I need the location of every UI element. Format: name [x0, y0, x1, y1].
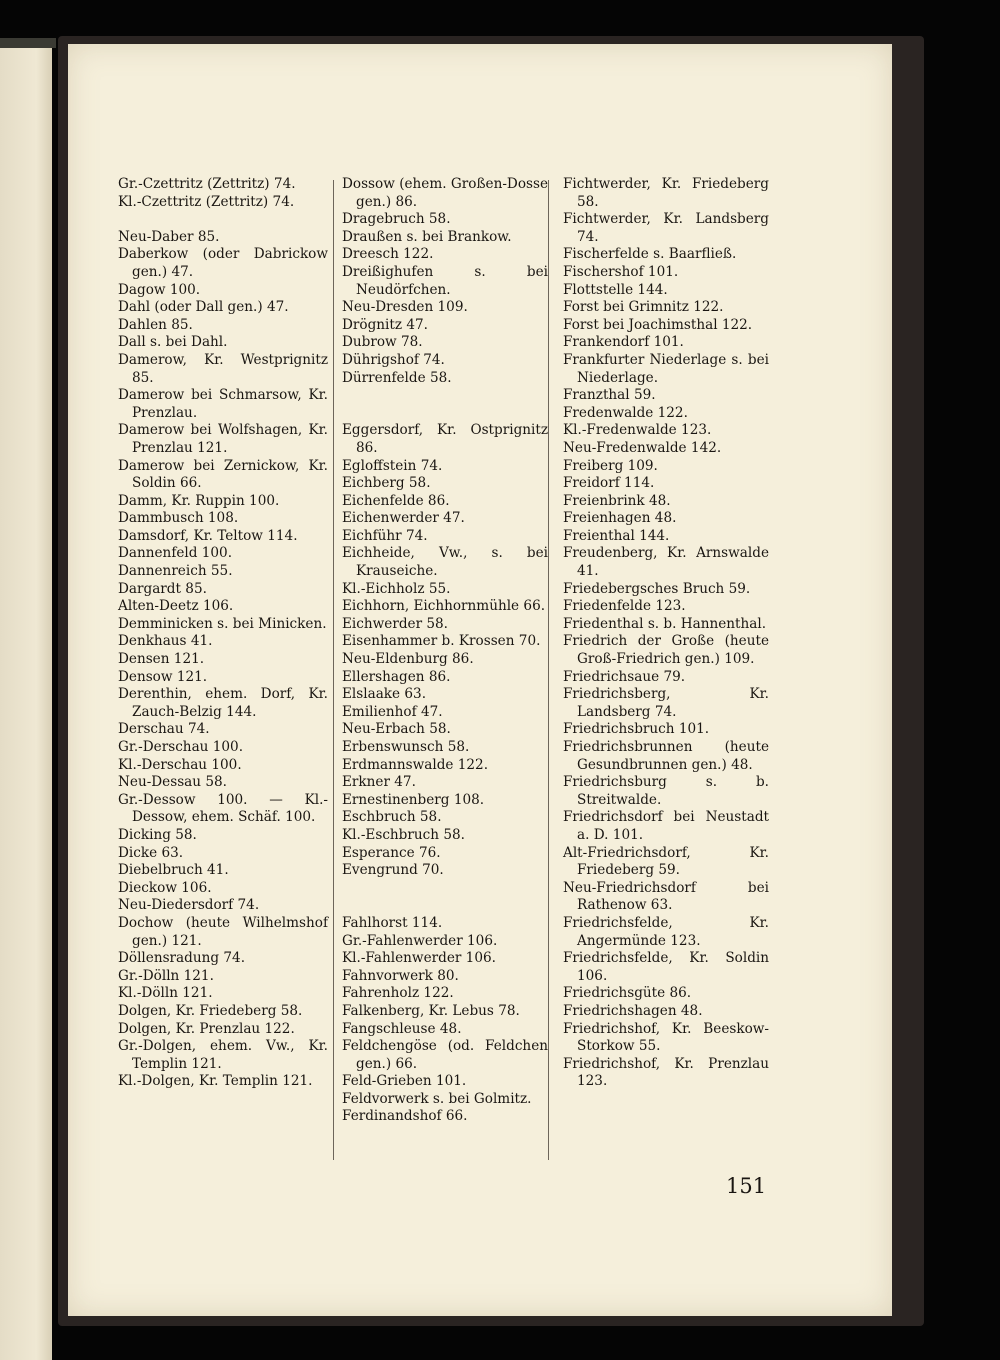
section-gap [118, 211, 328, 229]
index-entry: Dubrow 78. [342, 334, 423, 351]
index-entry: Densen 121. [118, 651, 205, 668]
index-entry: Fahrenholz 122. [342, 985, 454, 1002]
index-entry: Daberkow (oder Dabrickow gen.) 47. [118, 246, 328, 280]
index-column-1 [118, 176, 328, 1091]
index-entry: Friedrichsfelde, Kr. Angermünde 123. [563, 914, 769, 949]
index-entry: Freidorf 114. [563, 475, 655, 492]
index-entry: Dicke 63. [118, 844, 184, 861]
index-entry: Neu-Friedrichsdorf bei Rathenow 63. [563, 879, 769, 914]
index-entry: Dochow (heute Wilhelmshof gen.) 121. [118, 914, 328, 949]
index-entry: Erkner 47. [342, 774, 416, 791]
index-entry: Dolgen, Kr. Prenzlau 122. [118, 1020, 295, 1037]
index-entry: Neu-Diedersdorf 74. [118, 897, 260, 914]
index-entry: Damerow bei Zernickow, Kr. Soldin 66. [118, 457, 328, 492]
index-entry: Neu-Eldenburg 86. [342, 651, 474, 668]
index-entry: Eisenhammer b. Krossen 70. [342, 633, 541, 650]
index-entry: Dagow 100. [118, 281, 201, 298]
index-entry: Eschbruch 58. [342, 809, 442, 826]
index-entry: Falkenberg, Kr. Lebus 78. [342, 1002, 520, 1019]
index-entry: Eichhorn, Eichhornmühle 66. [342, 598, 546, 615]
index-entry: Neu-Dessau 58. [118, 774, 227, 791]
index-entry: Gr.-Derschau 100. [118, 739, 244, 755]
index-entry: Fichtwerder, Kr. Friedeberg 58. [563, 176, 769, 210]
index-entry: Evengrund 70. [342, 862, 444, 879]
index-entry: Fangschleuse 48. [342, 1020, 462, 1037]
index-entry: Friedrichshagen 48. [563, 1002, 703, 1019]
index-entry: Fahnvorwerk 80. [342, 967, 459, 984]
index-entry: Dreißighufen s. bei Neudörfchen. [342, 263, 548, 298]
index-entry: Ellershagen 86. [342, 668, 451, 685]
index-entry: Döllensradung 74. [118, 950, 246, 967]
index-entry: Feldvorwerk s. bei Golmitz. [342, 1090, 532, 1107]
index-entry: Eichenwerder 47. [342, 510, 465, 527]
index-entry: Eichberg 58. [342, 475, 431, 492]
index-entry: Eichführ 74. [342, 527, 428, 544]
index-entry: Damerow bei Schmarsow, Kr. Prenzlau. [118, 387, 328, 421]
index-entry: Derschau 74. [118, 721, 210, 738]
index-entry: Dossow (ehem. Großen-Dosse gen.) 86. [342, 176, 548, 210]
index-entry: Diebelbruch 41. [118, 862, 229, 879]
index-entry: Flottstelle 144. [563, 281, 668, 298]
index-entry: Drögnitz 47. [342, 316, 428, 333]
index-entry: Emilienhof 47. [342, 703, 443, 720]
index-entry: Eichenfelde 86. [342, 492, 450, 509]
column-rule [333, 180, 334, 1160]
index-entry: Dolgen, Kr. Friedeberg 58. [118, 1002, 303, 1019]
index-entry: Friedebergsches Bruch 59. [563, 580, 751, 597]
index-entry: Friedenthal s. b. Hannenthal. [563, 615, 767, 632]
index-entry: Ernestinenberg 108. [342, 791, 485, 808]
index-entry: Alten-Deetz 106. [118, 598, 234, 615]
index-entry: Dahlen 85. [118, 316, 193, 333]
index-entry: Gr.-Czettritz (Zettritz) 74. [118, 176, 296, 192]
index-entry: Dargardt 85. [118, 580, 207, 597]
index-entry: Freiberg 109. [563, 457, 658, 474]
index-entry: Friedrich der Große (heute Groß-Friedrich gen.) 109. [563, 633, 769, 668]
index-entry: Ferdinandshof 66. [342, 1108, 468, 1125]
index-entry: Dürrenfelde 58. [342, 369, 452, 386]
index-entry: Friedrichsbruch 101. [563, 721, 710, 738]
index-entry: Kl.-Eschbruch 58. [342, 826, 465, 843]
index-entry: Friedrichshof, Kr. Prenzlau 123. [563, 1055, 769, 1090]
index-entry: Dammbusch 108. [118, 510, 239, 527]
index-entry: Dieckow 106. [118, 879, 212, 896]
index-entry: Denkhaus 41. [118, 633, 213, 650]
section-gap [342, 405, 548, 423]
index-entry: Demminicken s. bei Minicken. [118, 615, 327, 632]
index-entry: Freienhagen 48. [563, 510, 677, 527]
index-entry: Friedrichsfelde, Kr. Soldin 106. [563, 950, 769, 984]
index-entry: Draußen s. bei Brankow. [342, 228, 512, 245]
index-entry: Damm, Kr. Ruppin 100. [118, 492, 280, 509]
index-entry: Frankfurter Niederlage s. bei Niederlage. [563, 351, 769, 386]
section-gap [342, 880, 548, 898]
index-entry: Elslaake 63. [342, 686, 427, 703]
index-entry: Gr.-Dolgen, ehem. Vw., Kr. Templin 121. [118, 1038, 328, 1072]
index-entry: Friedrichshof, Kr. Beeskow-Storkow 55. [563, 1020, 769, 1055]
index-entry: Dührigshof 74. [342, 351, 445, 368]
index-entry: Dreesch 122. [342, 246, 434, 263]
index-entry: Fahlhorst 114. [342, 914, 443, 931]
index-entry: Fischerfelde s. Baarfließ. [563, 246, 737, 263]
index-entry: Esperance 76. [342, 844, 441, 861]
index-entry: Friedrichsberg, Kr. Landsberg 74. [563, 686, 769, 720]
index-entry: Neu-Fredenwalde 142. [563, 439, 722, 456]
index-entry: Dannenfeld 100. [118, 545, 233, 562]
section-gap [342, 897, 548, 915]
index-entry: Alt-Friedrichsdorf, Kr. Friedeberg 59. [563, 844, 769, 879]
index-entry: Densow 121. [118, 668, 208, 685]
index-entry: Dahl (oder Dall gen.) 47. [118, 299, 289, 316]
index-entry: Dannenreich 55. [118, 563, 233, 580]
index-entry: Damsdorf, Kr. Teltow 114. [118, 527, 298, 544]
index-entry: Kl.-Fahlenwerder 106. [342, 950, 496, 967]
index-entry: Neu-Daber 85. [118, 228, 220, 245]
index-entry: Forst bei Grimnitz 122. [563, 299, 724, 316]
index-column-3 [563, 176, 769, 1091]
index-entry: Freienthal 144. [563, 527, 670, 544]
left-page-edge [0, 38, 52, 1360]
index-entry: Damerow bei Wolfshagen, Kr. Prenzlau 121. [118, 422, 328, 456]
index-entry: Friedrichsdorf bei Neustadt a. D. 101. [563, 809, 769, 843]
index-entry: Feldchengöse (od. Feldchen gen.) 66. [342, 1038, 548, 1072]
index-entry: Dragebruch 58. [342, 211, 451, 228]
index-column-2 [342, 176, 548, 1126]
index-entry: Gr.-Fahlenwerder 106. [342, 932, 498, 949]
index-entry: Eichheide, Vw., s. bei Krauseiche. [342, 545, 548, 580]
index-entry: Kl.-Czettritz (Zettritz) 74. [118, 193, 295, 210]
index-entry: Feld-Grieben 101. [342, 1073, 467, 1090]
index-entry: Neu-Dresden 109. [342, 299, 468, 316]
index-entry: Derenthin, ehem. Dorf, Kr. Zauch-Belzig 144. [118, 686, 328, 720]
index-entry: Kl.-Eichholz 55. [342, 580, 451, 597]
index-entry: Erdmannswalde 122. [342, 756, 489, 773]
index-entry: Erbenswunsch 58. [342, 739, 470, 755]
index-entry: Kl.-Dolgen, Kr. Templin 121. [118, 1073, 313, 1090]
index-entry: Neu-Erbach 58. [342, 721, 451, 738]
index-entry: Gr.-Dölln 121. [118, 967, 214, 984]
index-entry: Eggersdorf, Kr. Ostprignitz 86. [342, 422, 548, 456]
index-entry: Dall s. bei Dahl. [118, 334, 228, 351]
column-rule [548, 180, 549, 1160]
index-entry: Fichtwerder, Kr. Landsberg 74. [563, 211, 769, 245]
index-entry: Fischershof 101. [563, 263, 679, 280]
index-entry: Kl.-Derschau 100. [118, 756, 242, 773]
page-number: 151 [726, 1174, 767, 1198]
section-gap [342, 387, 548, 405]
index-entry: Forst bei Joachimsthal 122. [563, 316, 753, 333]
index-entry: Egloffstein 74. [342, 457, 443, 474]
index-entry: Friedrichsburg s. b. Streitwalde. [563, 774, 769, 808]
index-entry: Freudenberg, Kr. Arnswalde 41. [563, 545, 769, 580]
index-entry: Fredenwalde 122. [563, 404, 688, 421]
left-binding [0, 38, 56, 48]
index-entry: Friedrichsgüte 86. [563, 985, 692, 1002]
index-entry: Frankendorf 101. [563, 334, 684, 351]
index-entry: Friedenfelde 123. [563, 598, 686, 615]
index-entry: Freienbrink 48. [563, 492, 671, 509]
index-entry: Eichwerder 58. [342, 615, 449, 632]
index-entry: Friedrichsbrunnen (heute Gesundbrunnen gen.) 48. [563, 739, 769, 773]
index-entry: Gr.-Dessow 100. — Kl.-Dessow, ehem. Schäf. 100. [118, 791, 328, 826]
index-entry: Kl.-Dölln 121. [118, 985, 213, 1002]
index-entry: Dicking 58. [118, 826, 197, 843]
index-entry: Damerow, Kr. Westprignitz 85. [118, 351, 328, 386]
index-entry: Kl.-Fredenwalde 123. [563, 422, 712, 439]
index-entry: Franzthal 59. [563, 387, 656, 404]
index-entry: Friedrichsaue 79. [563, 668, 686, 685]
